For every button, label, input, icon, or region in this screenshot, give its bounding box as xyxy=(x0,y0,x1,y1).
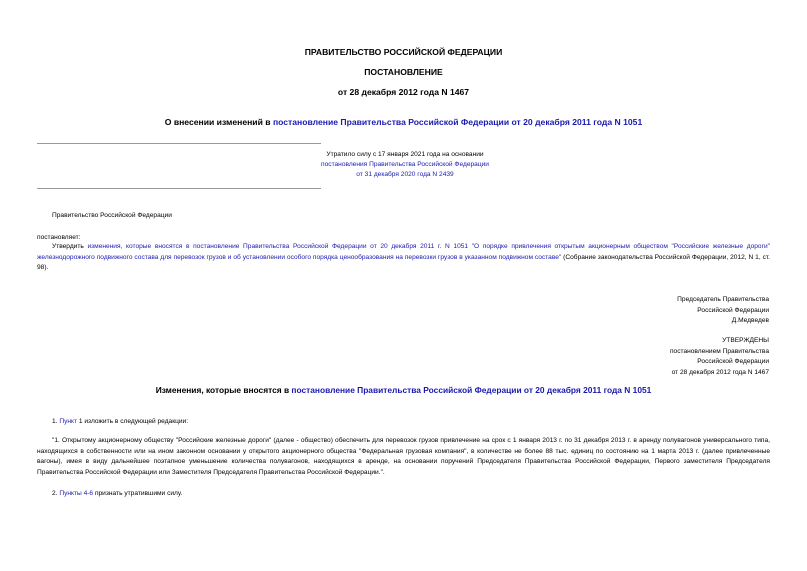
item-1-number: 1. xyxy=(52,418,60,425)
status-note-link-line3[interactable]: от 31 декабря 2020 года N 2439 xyxy=(356,171,454,178)
approved-line4: от 28 декабря 2012 года N 1467 xyxy=(671,368,769,376)
item-2-text: признать утратившими силу. xyxy=(93,490,183,497)
document-title xyxy=(0,117,807,127)
item-2 xyxy=(52,489,182,500)
quoted-paragraph: "1. Открытому акционерному обществу "Российские железные дороги" (далее - общество) обеспечить для перевозок грузов привлечение на срок с 1 января 2013 г. по 31 декабря 2013 г. в аренду полувагонов универсального типа, находящихся в собственности или на ином законном основании у открытого акционерного общества "Федеральная грузовая компания", в количестве не более 88 тыс. единиц по состоянию на 1 марта 2013 г. (далее привлеченные вагоны), имея в виду дальнейшее поэтапное уменьшение количества полувагонов, находящихся в аренде, на основании поручений Председателя Правительства Российской Федерации, Первого заместителя Председателя Правительства Российской Федерации или Заместителя Председателя Правительства Российской Федерации.". xyxy=(37,437,770,476)
item-2-link[interactable]: Пункты 4-6 xyxy=(59,490,94,497)
signature-block xyxy=(677,295,769,327)
changes-title-prefix: Изменения, которые вносятся в xyxy=(155,385,292,395)
government-heading: ПРАВИТЕЛЬСТВО РОССИЙСКОЙ ФЕДЕРАЦИИ xyxy=(304,47,503,57)
divider-top xyxy=(37,143,321,144)
document-title-link[interactable]: постановление Правительства Российской Федерации от 20 декабря 2011 года N 1051 xyxy=(272,117,643,127)
signature-line1: Председатель Правительства xyxy=(677,296,769,303)
item-1 xyxy=(52,417,188,428)
changes-title xyxy=(0,385,807,395)
status-note-link-line2[interactable]: постановления Правительства Российской Федерации xyxy=(321,161,489,168)
item-2-number: 2. xyxy=(52,490,60,497)
signature-line2: Российской Федерации xyxy=(697,306,769,314)
status-note-line1: Утратило силу с 17 января 2021 года на основании xyxy=(326,151,484,158)
approve-prefix: Утвердить xyxy=(52,243,88,250)
approve-link[interactable]: изменения, которые вносятся в постановление Правительства Российской Федерации от 20 декабря 2011 г. N 1051 "О порядке привлечения открытым акционерным обществом "Российские железные дороги" железнодорожного подвижного состава для перевозок грузов и об установлении особого порядка ценообразования на перевозки грузов в указанном подвижном составе" xyxy=(37,243,770,261)
divider-bottom xyxy=(37,188,321,189)
document-title-prefix: О внесении изменений в xyxy=(164,117,273,127)
approved-line3: Российской Федерации xyxy=(697,358,769,365)
government-label: Правительство Российской Федерации xyxy=(52,212,172,219)
document-date-number: от 28 декабря 2012 года N 1467 xyxy=(337,87,470,97)
changes-title-link[interactable]: постановление Правительства Российской Федерации от 20 декабря 2011 года N 1051 xyxy=(291,385,652,395)
approve-paragraph xyxy=(37,242,770,274)
approved-line2: постановлением Правительства xyxy=(669,347,769,355)
signature-line3: Д.Медведев xyxy=(731,317,769,324)
approve-suffix: (Собрание законодательства Российской Федерации, 2012, N 1, ст. 98). xyxy=(37,253,770,271)
document-type-heading: ПОСТАНОВЛЕНИЕ xyxy=(364,67,443,77)
item-1-text: 1 изложить в следующей редакции: xyxy=(77,418,189,425)
approved-line1: УТВЕРЖДЕНЫ xyxy=(722,337,769,344)
item-1-link[interactable]: Пункт xyxy=(59,418,78,425)
status-note xyxy=(300,150,510,180)
resolves-label: постановляет: xyxy=(37,234,81,241)
approved-block xyxy=(670,336,769,378)
